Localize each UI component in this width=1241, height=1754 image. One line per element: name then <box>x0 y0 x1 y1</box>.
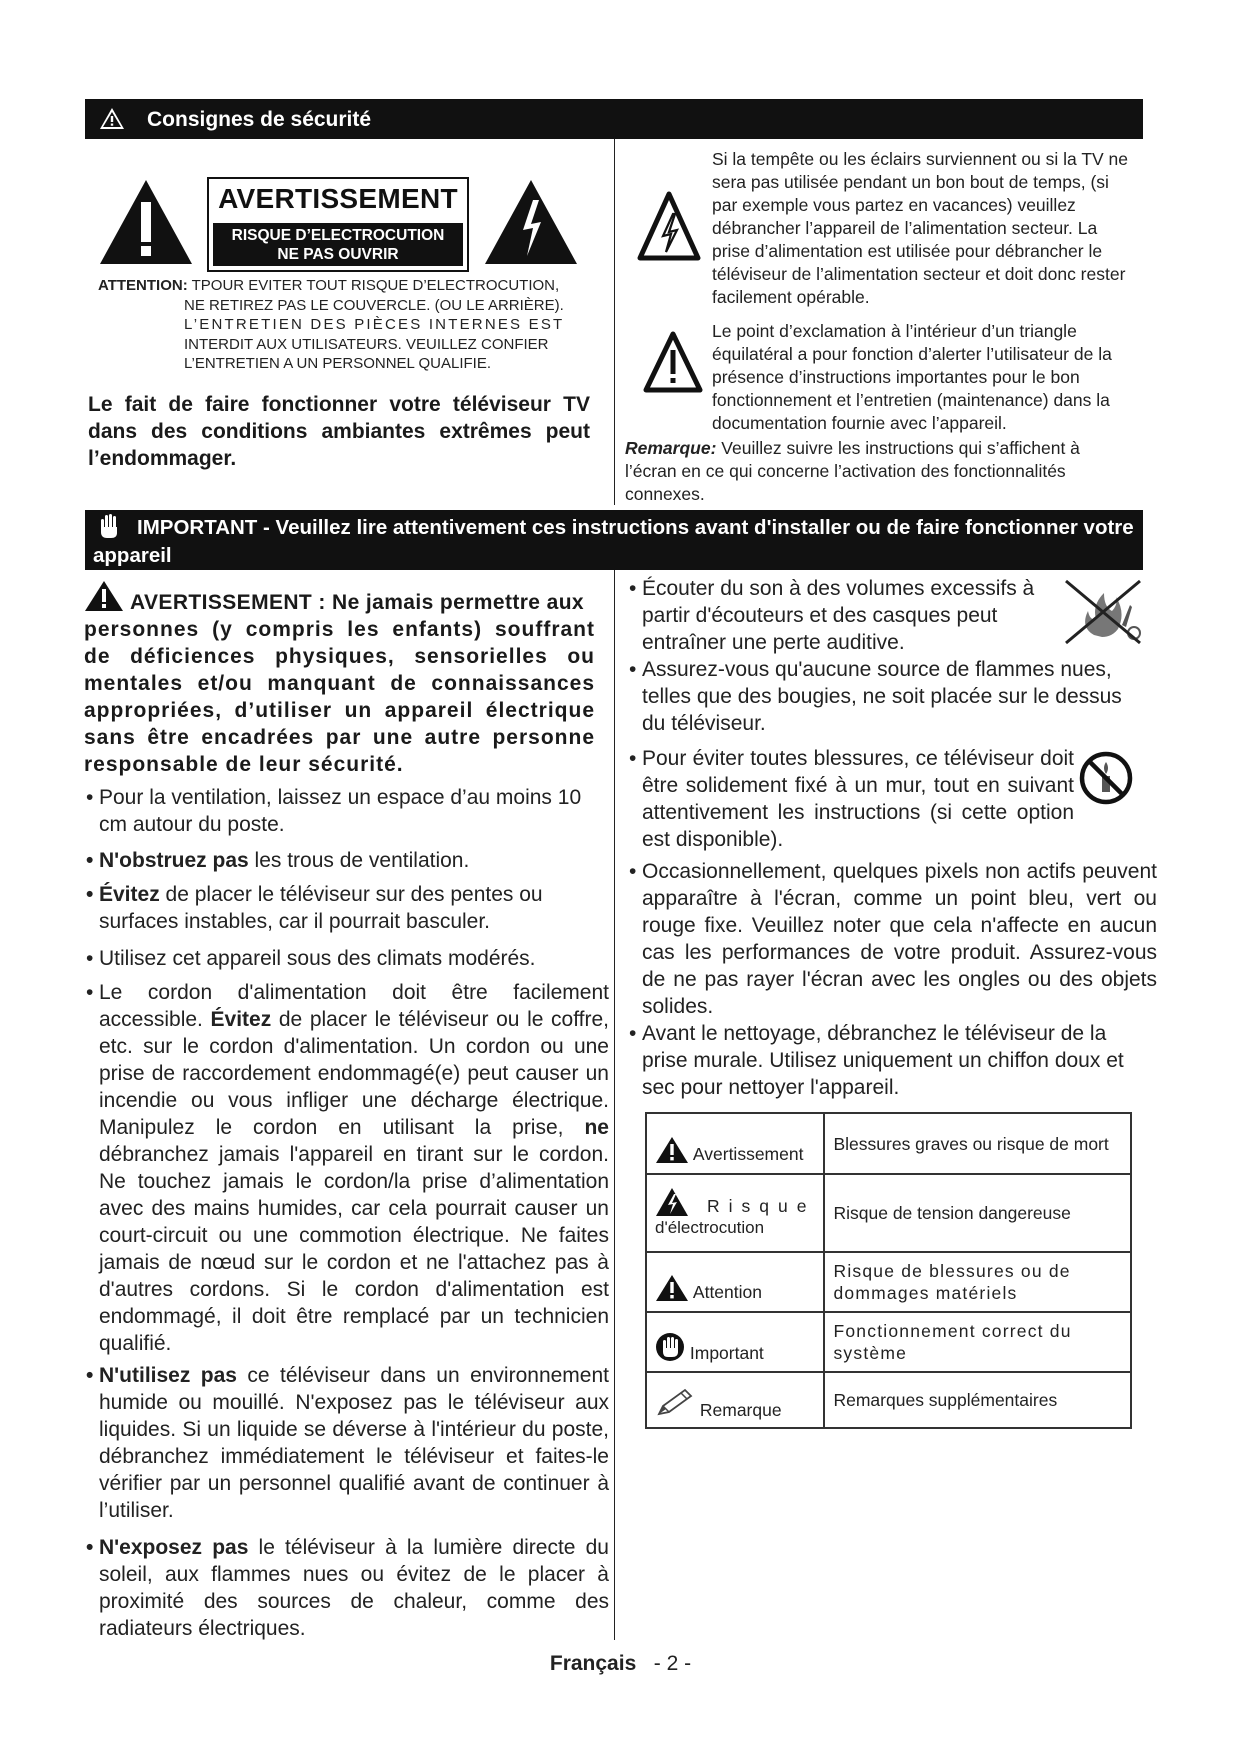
bullet-hearing: Écouter du son à des volumes excessifs à partir d'écouteurs et des casques peut entraîner une perte auditive. <box>642 577 1035 654</box>
attention-label: ATTENTION: <box>98 277 188 294</box>
left-warning-rest: personnes (y compris les enfants) souffrant de déficiences physiques, sensorielles ou mentales et/ou manquant de connaissances appropriées, d’utiliser un appareil électrique sans être encadrées par une autre personne responsable de leur sécurité. <box>84 618 595 776</box>
list-item: • Assurez-vous qu'aucune source de flammes nues, telles que des bougies, ne soit placée sur le dessus du téléviseur. <box>629 658 1122 735</box>
electric-shock-icon <box>655 1187 689 1217</box>
legend-desc: Blessures graves ou risque de mort <box>824 1113 1131 1174</box>
extreme-conditions-text: Le fait de faire fonctionner votre téléviseur TV dans des conditions ambiantes extrêmes peut l’endommager. <box>88 393 590 470</box>
legend-desc: Risque de blessures ou de dommages matériels <box>824 1252 1131 1312</box>
bullet-cord-bold2: ne <box>584 1116 609 1139</box>
list-item: • Avant le nettoyage, débranchez le téléviseur de la prise murale. Utilisez uniquement un chiffon doux et sec pour nettoyer l'appareil. <box>629 1022 1124 1099</box>
bullet-humid-rest: ce téléviseur dans un environnement humide ou mouillé. N'exposez pas le téléviseur aux liquides. Si un liquide se déverse à l'intérieur du poste, débranchez immédiatement le téléviseur et faites-le vérifier par un personnel qualifié avant de continuer à l’utiliser. <box>99 1364 609 1522</box>
list-item: • N'utilisez pas ce téléviseur dans un environnement humide ou mouillé. N'exposez pas le téléviseur aux liquides. Si un liquide se déverse à l'intérieur du poste, débranchez immédiatement le téléviseur et faites-le vérifier par un personnel qualifié avant de continuer à l’utiliser. <box>86 1364 609 1522</box>
warning-sub-line1: RISQUE D’ELECTROCUTION <box>231 227 445 244</box>
table-row <box>646 1252 1131 1312</box>
warning-box <box>207 177 469 272</box>
symbols-legend-table <box>645 1112 1132 1429</box>
bullet-cord-c: débranchez jamais l'appareil en tirant sur le cordon. Ne touchez jamais le cordon/la prise d’alimentation avec des mains humides, car cela pourrait causer un court-circuit ou une commotion électrique. Ne faites jamais de nœud sur le cordon et ne l'attachez pas à d'autres cordons. Si le cordon d'alimentation est endommagé, il doit être remplacé par un technicien qualifié. <box>99 1143 609 1355</box>
attention-line4: INTERDIT AUX UTILISATEURS. VEUILLEZ CONFIER <box>184 335 549 353</box>
table-row <box>646 1312 1131 1372</box>
attention-line5: L’ENTRETIEN A UN PERSONNEL QUALIFIE. <box>184 355 492 372</box>
safety-header-bar <box>85 99 1143 139</box>
exclamation-triangle-icon <box>98 178 194 266</box>
legend-desc: Remarques supplémentaires <box>824 1372 1131 1428</box>
bullet-climate: Utilisez cet appareil sous des climats modérés. <box>99 947 536 970</box>
attention-line1: TPOUR EVITER TOUT RISQUE D’ELECTROCUTION, <box>191 277 560 294</box>
warning-title: AVERTISSEMENT <box>218 183 458 214</box>
bullet-sun-rest: le téléviseur à la lumière directe du soleil, aux flammes nues ou évitez de le placer à proximité des sources de chaleur, comme des radiateurs électriques. <box>99 1536 609 1640</box>
list-item: • Occasionnellement, quelques pixels non actifs peuvent apparaître à l'écran, comme un point bleu, vert ou rouge fixe. Veuillez noter que cela n'affecte en aucun cas les performances de votre produit. Assurez-vous de ne pas rayer l'écran avec les ongles ou des objets solides. <box>629 860 1157 1018</box>
list-item: • Le cordon d'alimentation doit être facilement accessible. Évitez de placer le téléviseur ou le coffre, etc. sur le cordon d'alimentation. Un cordon ou une prise de raccordement endommagé(e) peut causer un incendie ou vous infliger une décharge électrique. Manipulez le cordon en utilisant la prise, ne débranchez jamais l'appareil en tirant sur le cordon. Ne touchez jamais le cordon/la prise d’alimentation avec des mains humides, car cela pourrait causer un court-circuit ou une commotion électrique. Ne faites jamais de nœud sur le cordon et ne l'attachez pas à d'autres cordons. Si le cordon d'alimentation est endommagé, il doit être remplacé par un technicien qualifié. <box>86 981 610 1355</box>
no-candle-icon <box>1078 750 1134 806</box>
bullet-obstruct-bold: N'obstruez pas <box>99 849 249 872</box>
table-row <box>646 1372 1131 1428</box>
bullet-cord-bold1: Évitez <box>210 1008 272 1031</box>
pencil-icon <box>655 1388 695 1418</box>
footer-language: Français <box>549 1652 637 1675</box>
attention-line3: L’ENTRETIEN DES PIÈCES INTERNES EST <box>184 316 565 333</box>
lightning-triangle-outline-icon <box>637 190 701 262</box>
legend-term: Avertissement <box>646 1113 824 1174</box>
list-item: • Évitez de placer le téléviseur sur des pentes ou surfaces instables, car il pourrait basculer. <box>86 883 543 933</box>
bullet-avoid-rest: de placer le téléviseur sur des pentes ou surfaces instables, car il pourrait basculer. <box>99 883 543 933</box>
bullet-avoid-bold: Évitez <box>99 883 160 906</box>
bullet-cord-a: Le cordon d'alimentation doit être facilement accessible. <box>99 981 609 1031</box>
remarque-body: Veuillez suivre les instructions qui s’affichent à l’écran en ce qui concerne l’activation des fonctionnalités connexes. <box>625 438 1080 504</box>
list-item: • N'exposez pas le téléviseur à la lumière directe du soleil, aux flammes nues ou évitez de le placer à proximité des sources de chaleur, comme des radiateurs électriques. <box>86 1536 609 1640</box>
legend-term: Important <box>646 1312 824 1372</box>
table-row <box>646 1113 1131 1174</box>
column-divider <box>614 570 615 1640</box>
left-warning-label: AVERTISSEMENT : Ne jamais permettre aux <box>130 591 585 614</box>
bullet-obstruct-rest: les trous de ventilation. <box>248 849 470 872</box>
column-divider <box>614 139 615 505</box>
list-item: • Utilisez cet appareil sous des climats modérés. <box>86 947 536 970</box>
warning-triangle-icon <box>655 1136 689 1164</box>
hand-icon <box>655 1331 685 1363</box>
page-number: - 2 - <box>653 1652 692 1675</box>
exclamation-triangle-outline-icon <box>643 330 703 394</box>
storm-text: Si la tempête ou les éclairs surviennent ou si la TV ne sera pas utilisée pendant un bon bout de temps, (si par exemple vous partez en vacances) veuillez débrancher l’appareil de l’alimentation secteur. La prise d’alimentation est utilisée pour débrancher le téléviseur de l’alimentation secteur et doit donc rester facilement opérable. <box>712 149 1129 307</box>
bullet-flames: Assurez-vous qu'aucune source de flammes nues, telles que des bougies, ne soit placée sur le dessus du téléviseur. <box>642 658 1122 735</box>
important-header-bar <box>85 510 1143 570</box>
legend-term: Risque d'électrocution <box>646 1174 824 1252</box>
list-item: • Pour la ventilation, laissez un espace d’au moins 10 cm autour du poste. <box>86 786 582 836</box>
remarque-label: Remarque: <box>625 438 717 458</box>
bullet-sun-bold: N'exposez pas <box>99 1536 249 1559</box>
section-title: IMPORTANT - Veuillez lire attentivement ces instructions avant d'installer ou de faire fonctionner votre appareil <box>93 516 1134 567</box>
page-footer <box>0 1652 1241 1676</box>
legend-desc: Risque de tension dangereuse <box>824 1174 1131 1252</box>
attention-line2: NE RETIREZ PAS LE COUVERCLE. (OU LE ARRIÈRE). <box>184 296 564 314</box>
lightning-triangle-icon <box>483 178 579 266</box>
list-item: • Pour éviter toutes blessures, ce téléviseur doit être solidement fixé à un mur, tout en suivant attentivement les instructions (si cette option est disponible). <box>629 747 1074 851</box>
list-item: • Écouter du son à des volumes excessifs à partir d'écouteurs et des casques peut entraîner une perte auditive. <box>629 577 1035 654</box>
legend-term: Attention <box>646 1252 824 1312</box>
bullet-cord-b: de placer le téléviseur ou le coffre, etc. sur le cordon d'alimentation. Un cordon ou une prise de raccordement endommagé(e) peut causer un incendie ou vous infliger une décharge électrique. Manipulez le cordon en utilisant la prise, <box>99 1008 610 1139</box>
bullet-pixels: Occasionnellement, quelques pixels non actifs peuvent apparaître à l'écran, comme un point bleu, vert ou rouge fixe. Veuillez noter que cela n'affecte en aucun cas les performances de votre produit. Assurez-vous de ne pas rayer l'écran avec les ongles ou des objets solides. <box>642 860 1157 1018</box>
warning-triangle-icon <box>99 107 125 131</box>
warning-sub-line2: NE PAS OUVRIR <box>277 246 399 263</box>
list-item: • N'obstruez pas les trous de ventilation. <box>86 849 470 872</box>
legend-desc: Fonctionnement correct du système <box>824 1312 1131 1372</box>
table-row <box>646 1174 1131 1252</box>
attention-block <box>98 276 598 374</box>
no-headphones-fire-icon <box>1060 575 1144 647</box>
left-warning <box>84 589 595 778</box>
warning-subtitle <box>213 223 463 266</box>
section-title: Consignes de sécurité <box>147 108 372 131</box>
bullet-humid-bold: N'utilisez pas <box>99 1364 237 1387</box>
bullet-fixing: Pour éviter toutes blessures, ce téléviseur doit être solidement fixé à un mur, tout en suivant attentivement les instructions (si cette option est disponible). <box>642 747 1074 851</box>
bullet-cleaning: Avant le nettoyage, débranchez le téléviseur de la prise murale. Utilisez uniquement un chiffon doux et sec pour nettoyer l'appareil. <box>642 1022 1124 1099</box>
caution-triangle-icon <box>655 1274 689 1302</box>
bullet-ventilation: Pour la ventilation, laissez un espace d’au moins 10 cm autour du poste. <box>99 786 582 836</box>
remarque-text <box>625 437 1132 506</box>
exclamation-text: Le point d’exclamation à l’intérieur d’un triangle équilatéral a pour fonction d’alerter l’utilisateur de la présence d’instructions importantes pour le bon fonctionnement et l’entretien (maintenance) dans la documentation fournie avec l’appareil. <box>712 321 1112 433</box>
legend-term: Remarque <box>646 1372 824 1428</box>
